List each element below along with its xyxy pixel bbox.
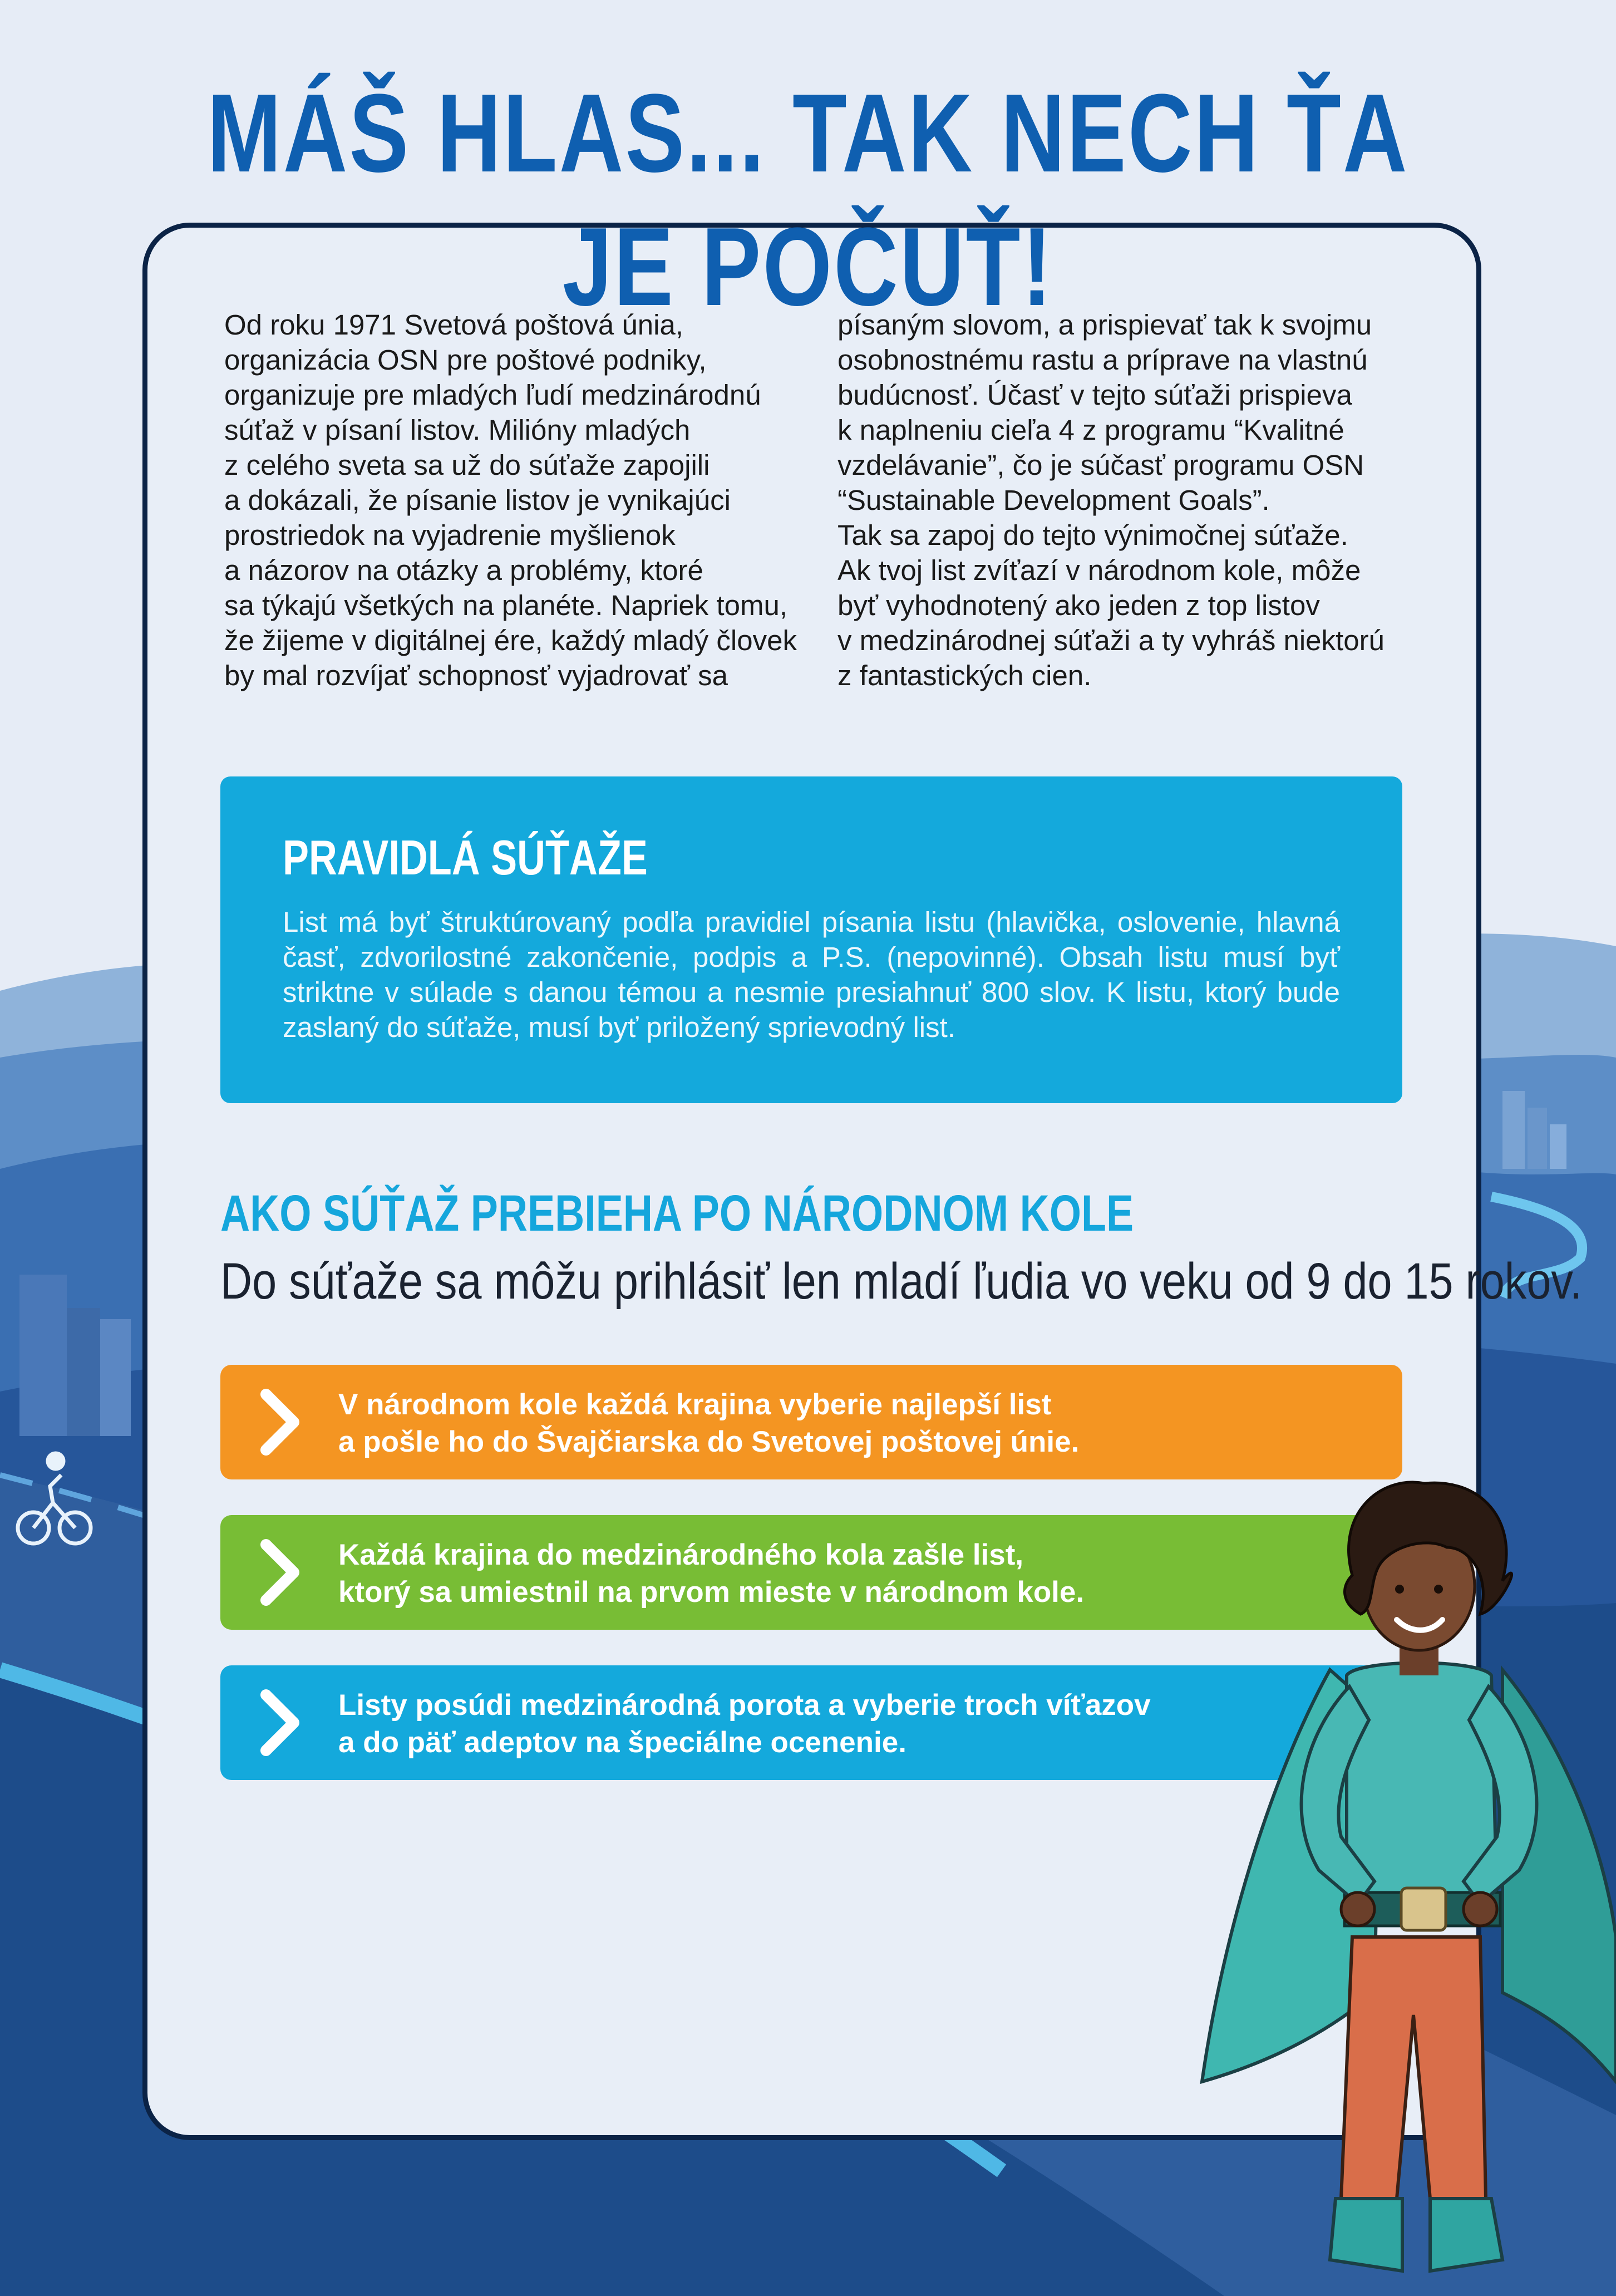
intro-line: osobnostnému rastu a príprave na vlastnú: [837, 344, 1368, 376]
superhero-illustration: [1191, 1481, 1616, 2296]
intro-line: vzdelávanie”, čo je súčasť programu OSN: [837, 449, 1364, 481]
intro-line: sa týkajú všetkých na planéte. Napriek tomu,: [224, 589, 788, 621]
step-text: [338, 1687, 1151, 1761]
rules-text: List má byť štruktúrovaný podľa pravidiel písania listu (hlavička, oslovenie, hlavná časť, zdvorilostné zakončenie, podpis a P.S. (nepovinné). Obsah listu musí byť striktne v súlade s danou témou a nesmie presiahnuť 800 slov. K listu, ktorý bude zaslaný do súťaže, musí byť priložený sprievodný list.: [283, 906, 1340, 1043]
intro-line: z celého sveta sa už do súťaže zapojili: [224, 449, 710, 481]
rules-box: [220, 776, 1402, 1103]
intro-line: súťaž v písaní listov. Milióny mladých: [224, 414, 691, 446]
chevron-right-icon: [259, 1689, 304, 1756]
step-text: [338, 1386, 1079, 1461]
intro-line: k naplneniu cieľa 4 z programu “Kvalitné: [837, 414, 1344, 446]
intro-line: z fantastických cien.: [837, 660, 1092, 691]
intro-line: prostriedok na vyjadrenie myšlienok: [224, 519, 676, 551]
step-line: a pošle ho do Švajčiarska do Svetovej poštovej únie.: [338, 1425, 1080, 1458]
intro-line: budúcnosť. Účasť v tejto súťaži prispieva: [837, 379, 1352, 411]
intro-line: a dokázali, že písanie listov je vynikajúci: [224, 484, 731, 516]
intro-line: v medzinárodnej súťaži a ty vyhráš niektorú: [837, 625, 1385, 656]
intro-line: a názorov na otázky a problémy, ktoré: [224, 554, 703, 586]
intro-line: Tak sa zapoj do tejto výnimočnej súťaže.: [837, 519, 1348, 551]
intro-line: organizuje pre mladých ľudí medzinárodnú: [224, 379, 761, 411]
step-line: a do päť adeptov na špeciálne ocenenie.: [338, 1726, 906, 1759]
step-line: Listy posúdi medzinárodná porota a vyberie troch víťazov: [338, 1689, 1151, 1722]
page-title: MÁŠ HLAS... TAK NECH ŤA JE POČUŤ!: [207, 71, 1409, 329]
intro-line: Od roku 1971 Svetová poštová únia,: [224, 309, 684, 341]
process-title: AKO SÚŤAŽ PREBIEHA PO NÁRODNOM KOLE: [220, 1185, 1134, 1242]
chevron-right-icon: [259, 1389, 304, 1456]
intro-line: písaným slovom, a prispievať tak k svojmu: [837, 309, 1372, 341]
step-line: ktorý sa umiestnil na prvom mieste v národnom kole.: [338, 1576, 1085, 1609]
process-step-1: [220, 1365, 1402, 1479]
step-line: Každá krajina do medzinárodného kola zašle list,: [338, 1538, 1024, 1571]
intro-line: že žijeme v digitálnej ére, každý mladý človek: [224, 625, 797, 656]
rules-title: PRAVIDLÁ SÚŤAŽE: [283, 830, 648, 885]
intro-line: Ak tvoj list zvíťazí v národnom kole, môže: [837, 554, 1361, 586]
step-line: V národnom kole každá krajina vyberie najlepší list: [338, 1388, 1052, 1421]
intro-line: by mal rozvíjať schopnosť vyjadrovať sa: [224, 660, 728, 691]
step-text: [338, 1536, 1084, 1611]
intro-column-right: [837, 307, 1427, 693]
process-subtitle: Do súťaže sa môžu prihlásiť len mladí ľudia vo veku od 9 do 15 rokov.: [220, 1253, 1583, 1310]
chevron-right-icon: [259, 1539, 304, 1606]
intro-line: organizácia OSN pre poštové podniky,: [224, 344, 707, 376]
intro-line: byť vyhodnotený ako jeden z top listov: [837, 589, 1320, 621]
intro-line: “Sustainable Development Goals”.: [837, 484, 1270, 516]
intro-column-left: [224, 307, 814, 693]
